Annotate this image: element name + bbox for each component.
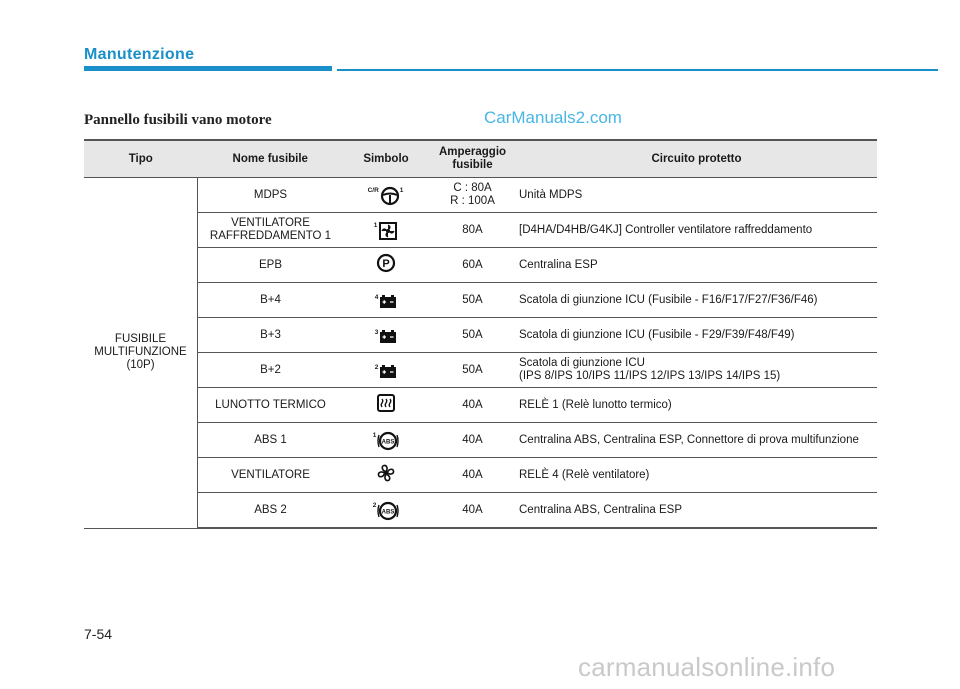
symbol-index: 2 xyxy=(374,363,379,371)
fuse-amp: 50A xyxy=(429,318,516,353)
col-header-simbolo: Simbolo xyxy=(343,140,429,178)
fuse-circuit xyxy=(516,353,877,388)
fuse-amp: 80A xyxy=(429,213,516,248)
table-row xyxy=(84,353,877,388)
fuse-table xyxy=(84,139,877,529)
page-heading: Pannello fusibili vano motore xyxy=(84,112,272,128)
fuse-amp: 40A xyxy=(429,458,516,493)
table-row xyxy=(84,458,877,493)
group-label-line-1: FUSIBILE xyxy=(114,333,167,346)
col-header-amperaggio xyxy=(429,140,516,178)
fuse-circuit: Centralina ABS, Centralina ESP, Connettore di prova multifunzione xyxy=(516,423,877,458)
blower-fan-icon xyxy=(376,463,396,483)
fuse-amp: 60A xyxy=(429,248,516,283)
header-rule-thin xyxy=(337,69,938,71)
fuse-amp: 50A xyxy=(429,353,516,388)
circuit-line-2: (IPS 8/IPS 10/IPS 11/IPS 12/IPS 13/IPS 14/IPS 15) xyxy=(519,370,781,382)
symbol-index: 3 xyxy=(374,328,379,336)
fuse-symbol xyxy=(343,388,429,423)
footer-watermark: carmanualsonline.info xyxy=(578,652,836,682)
parking-brake-icon xyxy=(375,253,397,273)
fuse-circuit: [D4HA/D4HB/G4KJ] Controller ventilatore raffreddamento xyxy=(516,213,877,248)
amp-line-1: C : 80A xyxy=(453,182,492,194)
table-row xyxy=(84,318,877,353)
fuse-symbol xyxy=(343,283,429,318)
fuse-name: B+2 xyxy=(198,353,344,388)
symbol-index: 2 xyxy=(372,501,377,509)
table-row xyxy=(84,213,877,248)
fuse-name: MDPS xyxy=(198,178,344,213)
fuse-symbol xyxy=(343,353,429,388)
fuse-symbol xyxy=(343,248,429,283)
fuse-amp: 40A xyxy=(429,388,516,423)
fuse-symbol xyxy=(343,213,429,248)
table-row xyxy=(84,178,877,213)
table-row xyxy=(84,423,877,458)
fuse-name: LUNOTTO TERMICO xyxy=(198,388,344,423)
fuse-name: B+4 xyxy=(198,283,344,318)
table-header-row xyxy=(84,140,877,178)
fuse-symbol xyxy=(343,493,429,529)
watermark-link[interactable]: CarManuals2.com xyxy=(484,108,622,127)
fuse-circuit: Centralina ABS, Centralina ESP xyxy=(516,493,877,529)
table-row xyxy=(84,388,877,423)
fuse-symbol xyxy=(343,178,429,213)
amp-header-line-2: fusibile xyxy=(452,159,493,171)
abs-icon xyxy=(377,431,399,451)
symbol-index: 1 xyxy=(399,186,404,194)
table-row xyxy=(84,248,877,283)
svg-text:P: P xyxy=(382,258,390,270)
table-row xyxy=(84,493,877,529)
table-row xyxy=(84,283,877,318)
symbol-index: 1 xyxy=(373,221,378,229)
name-line-2: RAFFREDDAMENTO 1 xyxy=(209,230,332,242)
header-rule-thick xyxy=(84,66,332,71)
col-header-tipo: Tipo xyxy=(84,140,198,178)
symbol-prefix: C/R xyxy=(367,186,379,194)
fuse-name: ABS 2 xyxy=(198,493,344,529)
fuse-name: VENTILATORE xyxy=(198,458,344,493)
name-line-1: VENTILATORE xyxy=(231,217,310,229)
rear-defroster-icon xyxy=(376,393,396,413)
fuse-circuit: Scatola di giunzione ICU (Fusibile - F29/F39/F48/F49) xyxy=(516,318,877,353)
abs-icon xyxy=(377,501,399,521)
fuse-circuit: Unità MDPS xyxy=(516,178,877,213)
svg-text:ABS: ABS xyxy=(381,509,395,515)
battery-icon xyxy=(379,363,397,379)
group-cell xyxy=(84,178,198,529)
steering-icon xyxy=(380,186,400,206)
fuse-name: ABS 1 xyxy=(198,423,344,458)
fuse-circuit: RELÈ 1 (Relè lunotto termico) xyxy=(516,388,877,423)
circuit-line-1: Scatola di giunzione ICU xyxy=(519,357,645,369)
fuse-amp: 50A xyxy=(429,283,516,318)
fuse-circuit: RELÈ 4 (Relè ventilatore) xyxy=(516,458,877,493)
section-title: Manutenzione xyxy=(84,46,195,63)
col-header-nome: Nome fusibile xyxy=(198,140,344,178)
fuse-name xyxy=(198,213,344,248)
page-number: 7-54 xyxy=(84,626,113,642)
fuse-circuit: Scatola di giunzione ICU (Fusibile - F16/F17/F27/F36/F46) xyxy=(516,283,877,318)
fuse-name: B+3 xyxy=(198,318,344,353)
group-label-line-2: MULTIFUNZIONE xyxy=(94,346,187,359)
col-header-circuito: Circuito protetto xyxy=(516,140,877,178)
fuse-circuit: Centralina ESP xyxy=(516,248,877,283)
svg-text:ABS: ABS xyxy=(381,439,395,445)
battery-icon xyxy=(379,293,397,309)
group-label-line-3: (10P) xyxy=(126,359,155,372)
fuse-symbol xyxy=(343,318,429,353)
symbol-index: 4 xyxy=(374,293,379,301)
fuse-amp: 40A xyxy=(429,423,516,458)
amp-header-line-1: Amperaggio xyxy=(438,146,507,158)
fuse-name: EPB xyxy=(198,248,344,283)
fuse-amp xyxy=(429,178,516,213)
fuse-amp: 40A xyxy=(429,493,516,529)
symbol-index: 1 xyxy=(372,431,377,439)
cooling-fan-icon xyxy=(378,221,398,241)
battery-icon xyxy=(379,328,397,344)
fuse-symbol xyxy=(343,423,429,458)
amp-line-2: R : 100A xyxy=(450,195,495,207)
fuse-symbol xyxy=(343,458,429,493)
